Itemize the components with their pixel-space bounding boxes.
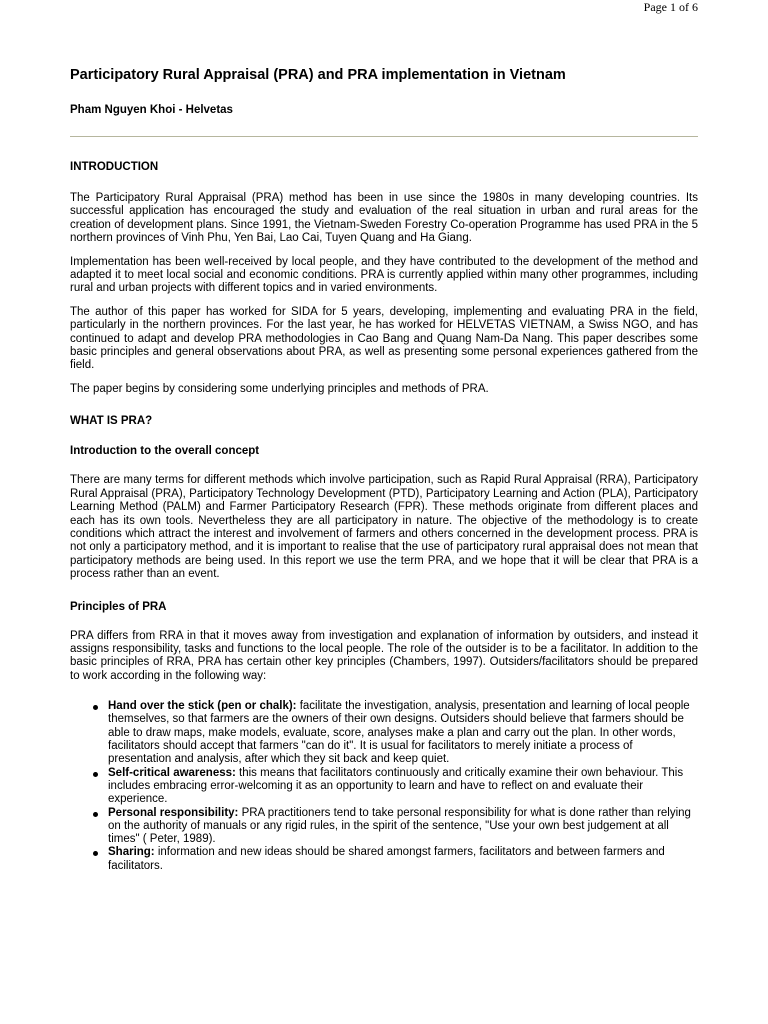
- intro-paragraph-4: The paper begins by considering some underlying principles and methods of PRA.: [70, 382, 489, 395]
- bullet-text: this means that facilitators continuously and critically examine their own behaviour. This includes embracing error-welcoming it as an opportunity to learn and have to reflect on and evaluate their experience.: [108, 766, 684, 806]
- intro-paragraph-1: The Participatory Rural Appraisal (PRA) method has been in use since the 1980s in many developing countries. Its successful application has encouraged the study and evaluation of the real situation in urban and rural areas for the creation of development plans. Since 1991, the Vietnam-Sweden Forestry Co-operation Programme has used PRA in the 5 northern provinces of Vinh Phu, Yen Bai, Lao Cai, Tuyen Quang and Ha Giang.: [70, 192, 698, 245]
- bullet-text: facilitate the investigation, analysis, presentation and learning of local people themselves, so that farmers are the owners of their own designs. Outsiders should believe that farmers should be able to draw maps, make models, evaluate, score, analyses make a plan and carry out the plan. In other words, facilitators should accept that farmers "can do it". It is usual for facilitators to merely initiate a process of presentation and analysis, after which they sit back and keep quiet.: [108, 700, 690, 766]
- bullet-term: Hand over the stick (pen or chalk):: [108, 700, 297, 713]
- heading-introduction: INTRODUCTION: [70, 161, 159, 173]
- subheading-overall-concept: Introduction to the overall concept: [70, 445, 260, 458]
- list-item: [108, 700, 698, 766]
- intro-paragraph-3: The author of this paper has worked for SIDA for 5 years, developing, implementing and evaluating PRA in the field, particularly in the northern provinces. For the last year, he has worked for HELVETAS VIETNAM, a Swiss NGO, and has continued to adapt and develop PRA methodologies in Cao Bang and Quang Nam-Da Nang. This paper describes some basic principles and general observations about PRA, as well as presenting some personal experiences gathered from the field.: [70, 305, 698, 372]
- list-item: [108, 846, 698, 873]
- document-body: [70, 66, 698, 873]
- bullet-term: Self-critical awareness:: [108, 766, 236, 779]
- document-title: Participatory Rural Appraisal (PRA) and PRA implementation in Vietnam: [70, 67, 566, 83]
- title-divider: [70, 136, 698, 137]
- principles-paragraph: PRA differs from RRA in that it moves away from investigation and explanation of information by outsiders, and instead it assigns responsibility, tasks and functions to the local people. The role of the outsider is to be a facilitator. In addition to the basic principles of RRA, PRA has certain other key principles (Chambers, 1997). Outsiders/facilitators should be prepared to work according in the following way:: [70, 629, 698, 682]
- list-item: [108, 767, 698, 807]
- bullet-text: PRA practitioners tend to take personal responsibility for what is done rather than relying on the authority of manuals or any rigid rules, in the spirit of the sentence, "Use your own best judgement at all times" ( Peter, 1989).: [108, 806, 691, 846]
- concept-paragraph: There are many terms for different methods which involve participation, such as Rapid Rural Appraisal (RRA), Participatory Rural Appraisal (PRA), Participatory Technology Development (PTD), Participatory Learning and Action (PLA), Participatory Learning Method (PALM) and Farmer Participatory Research (FPR). These methods originate from different places and each has its own tools. Nevertheless they are all participatory in nature. The objective of the methodology is to create conditions which attract the interest and involvement of farmers and others concerned in the development process. PRA is not only a participatory method, and it is important to realise that the use of participatory rural appraisal does not mean that participatory methods are being used. In this report we use the term PRA, and we hope that it will be clear that PRA is a process rather than an event.: [70, 474, 698, 581]
- bullet-icon: [93, 772, 98, 777]
- bullet-term: Personal responsibility:: [108, 806, 239, 819]
- bullet-icon: [93, 851, 98, 856]
- intro-paragraph-2: Implementation has been well-received by local people, and they have contributed to the development of the method and adapted it to meet local social and economic conditions. PRA is currently applied within many other programmes, including rural and urban projects with different topics and in varied environments.: [70, 255, 698, 295]
- author-line: Pham Nguyen Khoi - Helvetas: [70, 104, 233, 116]
- page-number: Page 1 of 6: [643, 0, 698, 14]
- bullet-icon: [93, 812, 98, 817]
- principles-list: [70, 700, 698, 873]
- subheading-principles: Principles of PRA: [70, 600, 167, 613]
- list-item: [108, 807, 698, 847]
- heading-what-is-pra: WHAT IS PRA?: [70, 415, 153, 428]
- bullet-term: Sharing:: [108, 846, 155, 859]
- bullet-text: information and new ideas should be shared amongst farmers, facilitators and between farmers and facilitators.: [108, 846, 665, 872]
- bullet-icon: [93, 705, 98, 710]
